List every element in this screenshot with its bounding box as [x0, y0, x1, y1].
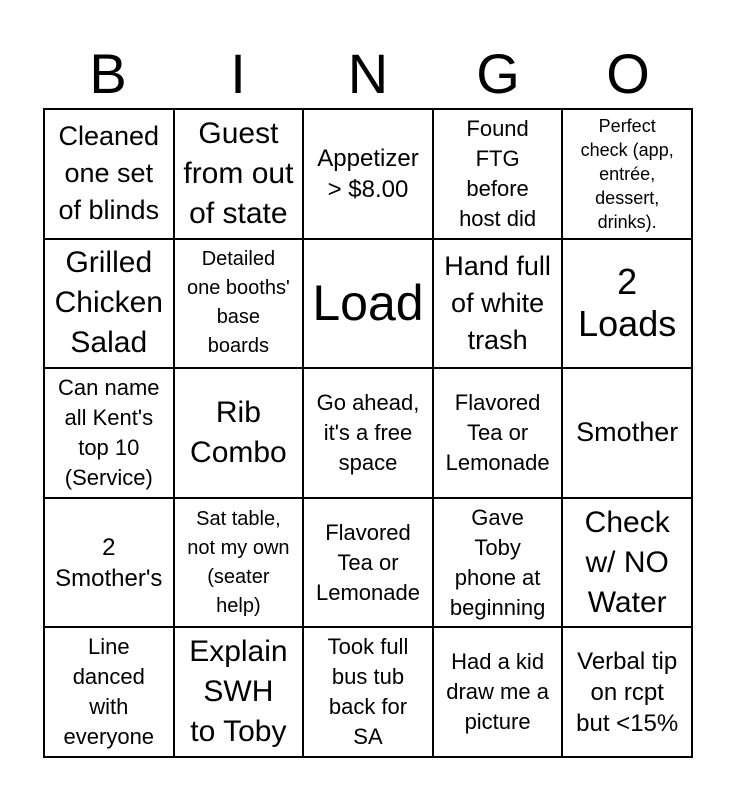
bingo-cell-r4-c4[interactable] [434, 499, 564, 629]
cell-text: Smother [576, 417, 679, 448]
header-letter-g: G [476, 42, 520, 105]
cell-text: Rib Combo [190, 395, 287, 469]
bingo-card-grid [43, 108, 693, 758]
header-letter-i: I [230, 42, 246, 105]
cell-text: Sat table, not my own (seater help) [187, 507, 290, 617]
cell-text: Cleaned one set of blinds [58, 121, 160, 226]
cell-text: Grilled Chicken Salad [54, 246, 163, 360]
bingo-cell-r3-c2[interactable] [175, 369, 305, 499]
cell-text: Explain SWH to Toby [189, 635, 288, 749]
bingo-cell-r3-c4[interactable] [434, 369, 564, 499]
bingo-cell-r5-c4[interactable] [434, 628, 564, 758]
bingo-cell-r5-c3[interactable] [304, 628, 434, 758]
cell-text: 2 Loads [578, 261, 677, 345]
bingo-cell-r1-c5[interactable] [563, 110, 693, 240]
header-letter-o: O [606, 42, 650, 105]
cell-text: Flavored Tea or Lemonade [445, 389, 550, 475]
bingo-cell-r1-c2[interactable] [175, 110, 305, 240]
cell-text: Found FTG before host did [459, 115, 537, 231]
header-letter-n: N [347, 42, 389, 105]
cell-text: Flavored Tea or Lemonade [316, 519, 420, 605]
bingo-cell-r2-c1[interactable] [45, 240, 175, 370]
cell-text: Verbal tip on rcpt but <15% [576, 647, 679, 737]
cell-text: Hand full of white trash [444, 250, 551, 355]
bingo-cell-r4-c3[interactable] [304, 499, 434, 629]
cell-text: Guest from out of state [183, 116, 294, 230]
bingo-cell-r1-c3[interactable] [304, 110, 434, 240]
cell-text: Appetizer > $8.00 [317, 144, 419, 203]
bingo-cell-r4-c1[interactable] [45, 499, 175, 629]
bingo-cell-r1-c1[interactable] [45, 110, 175, 240]
bingo-cell-r3-c1[interactable] [45, 369, 175, 499]
bingo-cell-r4-c2[interactable] [175, 499, 305, 629]
bingo-header [43, 40, 693, 108]
bingo-cell-r5-c5[interactable] [563, 628, 693, 758]
bingo-cell-free-space[interactable] [304, 369, 434, 499]
bingo-cell-r1-c4[interactable] [434, 110, 564, 240]
cell-text: Perfect check (app, entrée, dessert, drinks). [580, 115, 674, 232]
header-letter-b: B [89, 42, 127, 105]
cell-text: 2 Smother's [55, 533, 163, 592]
cell-text: Load [312, 275, 424, 332]
cell-text: Had a kid draw me a picture [446, 649, 549, 735]
bingo-cell-r2-c2[interactable] [175, 240, 305, 370]
bingo-cell-r5-c2[interactable] [175, 628, 305, 758]
cell-text: Gave Toby phone at beginning [449, 504, 546, 620]
cell-text: Line danced with everyone [63, 634, 155, 750]
cell-text: Go ahead, it's a free space [316, 389, 420, 475]
cell-text: Check w/ NO Water [584, 505, 670, 619]
cell-text: Detailed one booths' base boards [186, 248, 290, 358]
bingo-cell-r4-c5[interactable] [563, 499, 693, 629]
bingo-cell-r2-c5[interactable] [563, 240, 693, 370]
bingo-cell-r5-c1[interactable] [45, 628, 175, 758]
bingo-cell-r2-c4[interactable] [434, 240, 564, 370]
cell-text: Can name all Kent's top 10 (Service) [58, 374, 160, 490]
bingo-cell-r2-c3[interactable] [304, 240, 434, 370]
cell-text: Took full bus tub back for SA [327, 634, 409, 750]
bingo-cell-r3-c5[interactable] [563, 369, 693, 499]
